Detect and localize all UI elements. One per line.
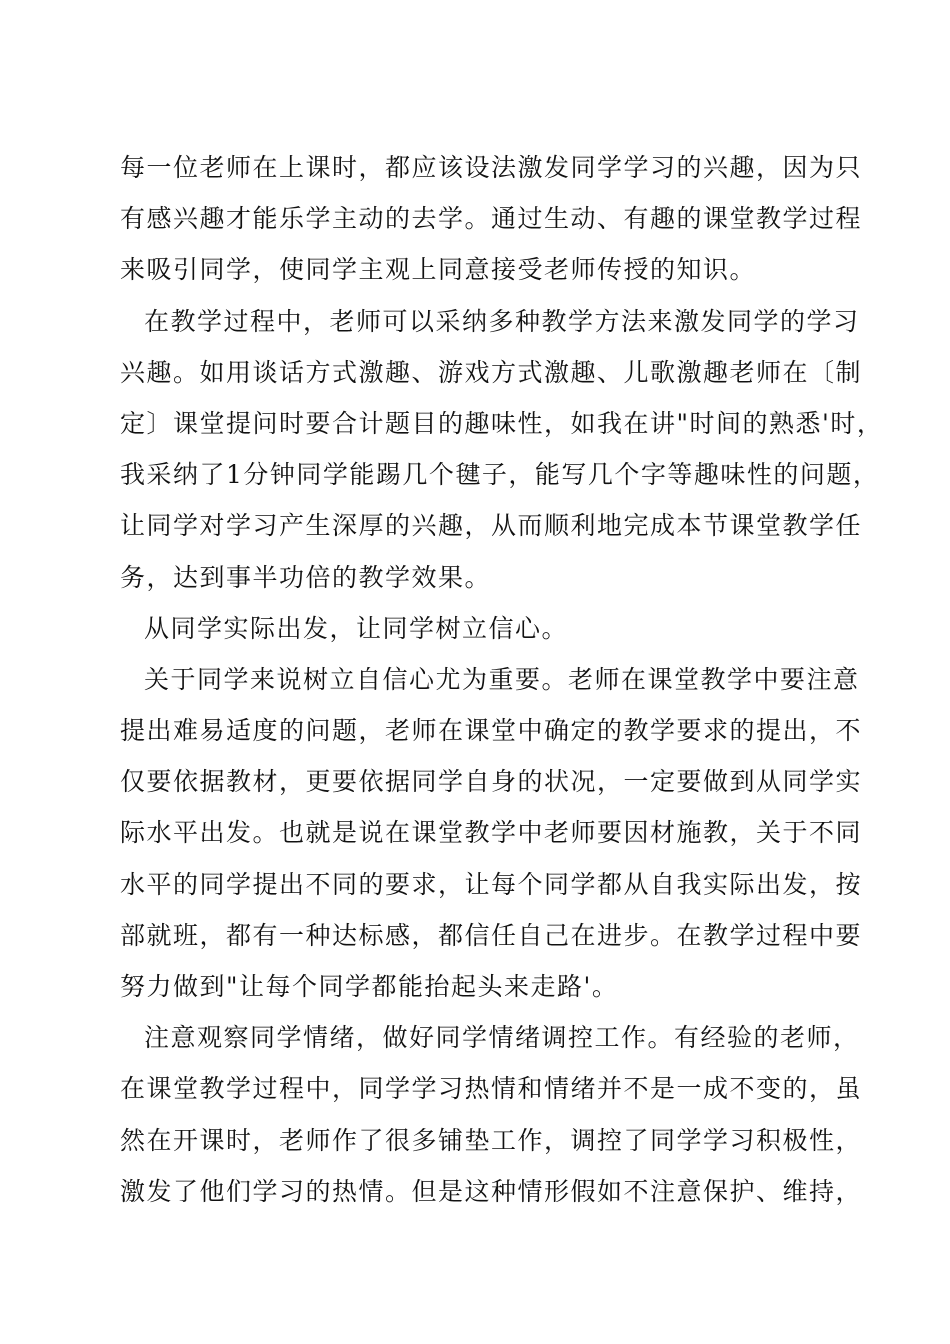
paragraph-first-line: 在教学过程中，老师可以采纳多种教学方法来激发同学的学习	[144, 306, 860, 336]
text-line: 在课堂教学过程中，同学学习热情和情绪并不是一成不变的，虽	[120, 1074, 863, 1104]
text-line: 仅要依据教材，更要依据同学自身的状况，一定要做到从同学实	[120, 767, 863, 797]
text-line: 然在开课时，老师作了很多铺垫工作，调控了同学学习积极性，	[120, 1125, 863, 1155]
text-line: 激发了他们学习的热情。但是这种情形假如不注意保护、维持，	[120, 1176, 863, 1206]
paragraph-first-line: 注意观察同学情绪，做好同学情绪调控工作。有经验的老师，	[144, 1023, 860, 1053]
text-line: 定〕课堂提问时要合计题目的趣味性，如我在讲"时间的熟悉'时，	[120, 408, 884, 438]
text-line: 每一位老师在上课时，都应该设法激发同学学习的兴趣，因为只	[120, 153, 863, 182]
text-line: 我采纳了1分钟同学能踢几个毽子，能写几个字等趣味性的问题，	[120, 460, 880, 490]
paragraph-heading: 从同学实际出发，让同学树立信心。	[144, 613, 569, 643]
text-line: 兴趣。如用谈话方式激趣、游戏方式激趣、儿歌激趣老师在〔制	[120, 357, 863, 387]
text-line: 际水平出发。也就是说在课堂教学中老师要因材施教，关于不同	[120, 818, 863, 848]
text-line: 努力做到"让每个同学都能抬起头来走路'。	[120, 972, 619, 1001]
text-line: 让同学对学习产生深厚的兴趣，从而顺利地完成本节课堂教学任	[120, 511, 863, 541]
text-line: 水平的同学提出不同的要求，让每个同学都从自我实际出发，按	[120, 869, 863, 899]
text-line: 部就班，都有一种达标感，都信任自己在进步。在教学过程中要	[120, 920, 863, 950]
document-body	[120, 142, 884, 1217]
text-line: 提出难易适度的问题，老师在课堂中确定的教学要求的提出，不	[120, 716, 863, 746]
text-line: 有感兴趣才能乐学主动的去学。通过生动、有趣的课堂教学过程	[120, 204, 863, 234]
paragraph-first-line: 关于同学来说树立自信心尤为重要。老师在课堂教学中要注意	[144, 664, 860, 694]
text-line: 务，达到事半功倍的教学效果。	[120, 562, 492, 592]
text-line: 来吸引同学，使同学主观上同意接受老师传授的知识。	[120, 255, 757, 285]
